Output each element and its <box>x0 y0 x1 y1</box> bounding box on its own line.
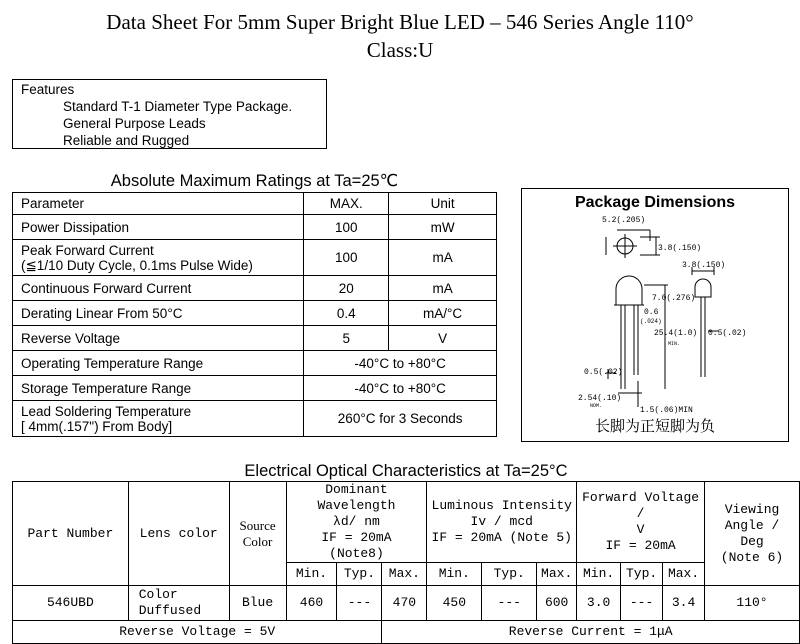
cell-wave-min: 460 <box>286 586 337 621</box>
dim-label: 1.5(.06)MIN <box>640 406 693 415</box>
dim-label: 7.0(.276) <box>652 294 696 303</box>
row-unit: mW <box>389 215 497 240</box>
row-max: 0.4 <box>304 301 389 326</box>
table-row <box>13 240 497 276</box>
header-line: Iv / mcd <box>470 514 533 529</box>
row-param-line: Peak Forward Current <box>21 242 154 258</box>
header-wavelength <box>286 482 427 563</box>
dim-label: NOM. <box>590 403 603 409</box>
header-line: IF = 20mA (Note 5) <box>431 530 572 545</box>
header-line: Luminous Intensity <box>431 498 572 513</box>
row-param-line: Lead Soldering Temperature <box>21 403 192 419</box>
table-row <box>13 376 497 401</box>
header-line: Viewing <box>724 501 780 517</box>
row-unit: V <box>389 326 497 351</box>
cell-lum-typ: --- <box>482 586 537 621</box>
header-max: Max. <box>537 563 577 586</box>
dim-label: (.024) <box>640 318 662 325</box>
row-value: 260°C for 3 Seconds <box>304 401 497 437</box>
package-drawing <box>522 189 788 441</box>
header-line: Source <box>239 517 276 533</box>
table-row <box>13 301 497 326</box>
front-view-body <box>616 276 642 305</box>
row-value: -40°C to +80°C <box>304 376 497 401</box>
abs-ratings-title: Absolute Maximum Ratings at Ta=25℃ <box>110 172 399 190</box>
header-line: IF = 20mA <box>605 538 676 553</box>
header-line: (Note 6) <box>720 549 784 565</box>
header-forward-voltage <box>577 482 705 563</box>
feature-item: Reliable and Rugged <box>63 133 190 148</box>
header-line: (Note8) <box>329 546 384 561</box>
side-view-body <box>695 279 711 297</box>
cell-lens-color <box>128 586 229 621</box>
table-row <box>13 326 497 351</box>
row-param: Reverse Voltage <box>13 326 304 351</box>
cell-viewing-angle: 110° <box>705 586 800 621</box>
dim-label: 0.5(.02) <box>708 329 747 338</box>
cell-wave-max: 470 <box>382 586 427 621</box>
title-line-2: Class:U <box>366 38 434 62</box>
header-line: Forward Voltage / <box>582 490 700 521</box>
dim-label: 2.54(.10) <box>578 394 622 403</box>
header-source-color <box>229 482 286 586</box>
eo-title: Electrical Optical Characteristics at Ta=25°C <box>244 462 568 480</box>
table-row <box>13 215 497 240</box>
table-header-row <box>13 482 800 563</box>
header-typ: Typ. <box>621 563 663 586</box>
cell-fv-max: 3.4 <box>663 586 705 621</box>
row-value: -40°C to +80°C <box>304 351 497 376</box>
dim-label: MIN. <box>668 341 681 347</box>
table-header-row <box>13 193 497 215</box>
features-box <box>12 79 327 149</box>
header-line: Angle / <box>724 517 780 533</box>
dim-label: 3.8(.150) <box>658 244 702 253</box>
row-max: 5 <box>304 326 389 351</box>
table-footer-row <box>13 621 800 644</box>
feature-item: General Purpose Leads <box>63 116 206 131</box>
header-line: Dominant Wavelength <box>317 482 396 513</box>
document-title <box>0 8 800 64</box>
dim-label: 25.4(1.0) <box>654 329 698 338</box>
header-min: Min. <box>427 563 482 586</box>
row-param: Continuous Forward Current <box>13 276 304 301</box>
table-row <box>13 276 497 301</box>
header-viewing-angle <box>705 482 800 586</box>
row-param: Storage Temperature Range <box>13 376 304 401</box>
row-param-line: (≦1/10 Duty Cycle, 0.1ms Pulse Wide) <box>21 257 253 273</box>
cell-lum-max: 600 <box>537 586 577 621</box>
abs-ratings-table <box>12 192 497 437</box>
title-line-1: Data Sheet For 5mm Super Bright Blue LED – 546 Series Angle 110° <box>106 10 694 34</box>
cell-source-color: Blue <box>229 586 286 621</box>
header-line: Deg <box>740 533 764 549</box>
header-max: Max. <box>663 563 705 586</box>
row-max: 100 <box>304 240 389 276</box>
table-row <box>13 586 800 621</box>
dim-label: 5.2(.205) <box>602 216 646 225</box>
header-line: λd/ nm <box>333 514 380 529</box>
row-unit: mA <box>389 276 497 301</box>
row-unit: mA/°C <box>389 301 497 326</box>
feature-item: Standard T-1 Diameter Type Package. <box>63 99 293 114</box>
row-param: Power Dissipation <box>13 215 304 240</box>
features-heading: Features <box>21 82 75 97</box>
header-line: V <box>636 522 645 537</box>
header-parameter: Parameter <box>13 193 304 215</box>
row-param <box>13 401 304 437</box>
row-max: 20 <box>304 276 389 301</box>
table-row <box>13 351 497 376</box>
table-row <box>13 401 497 437</box>
row-unit: mA <box>389 240 497 276</box>
header-line: IF = 20mA <box>321 530 392 545</box>
package-title: Package Dimensions <box>574 194 736 211</box>
header-max: MAX. <box>304 193 389 215</box>
cell-part-number: 546UBD <box>13 586 129 621</box>
header-min: Min. <box>286 563 337 586</box>
dim-label: 3.8(.150) <box>682 261 726 270</box>
header-part-number: Part Number <box>13 482 129 586</box>
cell-fv-min: 3.0 <box>577 586 621 621</box>
cell-line: Color <box>138 587 178 602</box>
row-max: 100 <box>304 215 389 240</box>
header-line: Color <box>242 533 273 549</box>
header-typ: Typ. <box>337 563 382 586</box>
header-lens-color: Lens color <box>128 482 229 586</box>
row-param: Derating Linear From 50°C <box>13 301 304 326</box>
header-luminous-intensity <box>427 482 577 563</box>
header-min: Min. <box>577 563 621 586</box>
dim-label: 0.6 <box>644 308 659 317</box>
cell-fv-typ: --- <box>621 586 663 621</box>
cell-lum-min: 450 <box>427 586 482 621</box>
reverse-current: Reverse Current = 1μA <box>382 621 800 644</box>
cell-line: Duffused <box>138 603 202 618</box>
package-dimensions-box <box>521 188 789 442</box>
lead-polarity-note: 长脚为正短脚为负 <box>594 419 715 435</box>
row-param <box>13 240 304 276</box>
cell-wave-typ: --- <box>337 586 382 621</box>
header-max: Max. <box>382 563 427 586</box>
header-typ: Typ. <box>482 563 537 586</box>
dim-label: 0.5(.02) <box>584 368 623 377</box>
header-unit: Unit <box>389 193 497 215</box>
row-param-line: [ 4mm(.157") From Body] <box>21 418 173 434</box>
eo-table <box>12 481 800 644</box>
reverse-voltage: Reverse Voltage = 5V <box>13 621 382 644</box>
row-param: Operating Temperature Range <box>13 351 304 376</box>
